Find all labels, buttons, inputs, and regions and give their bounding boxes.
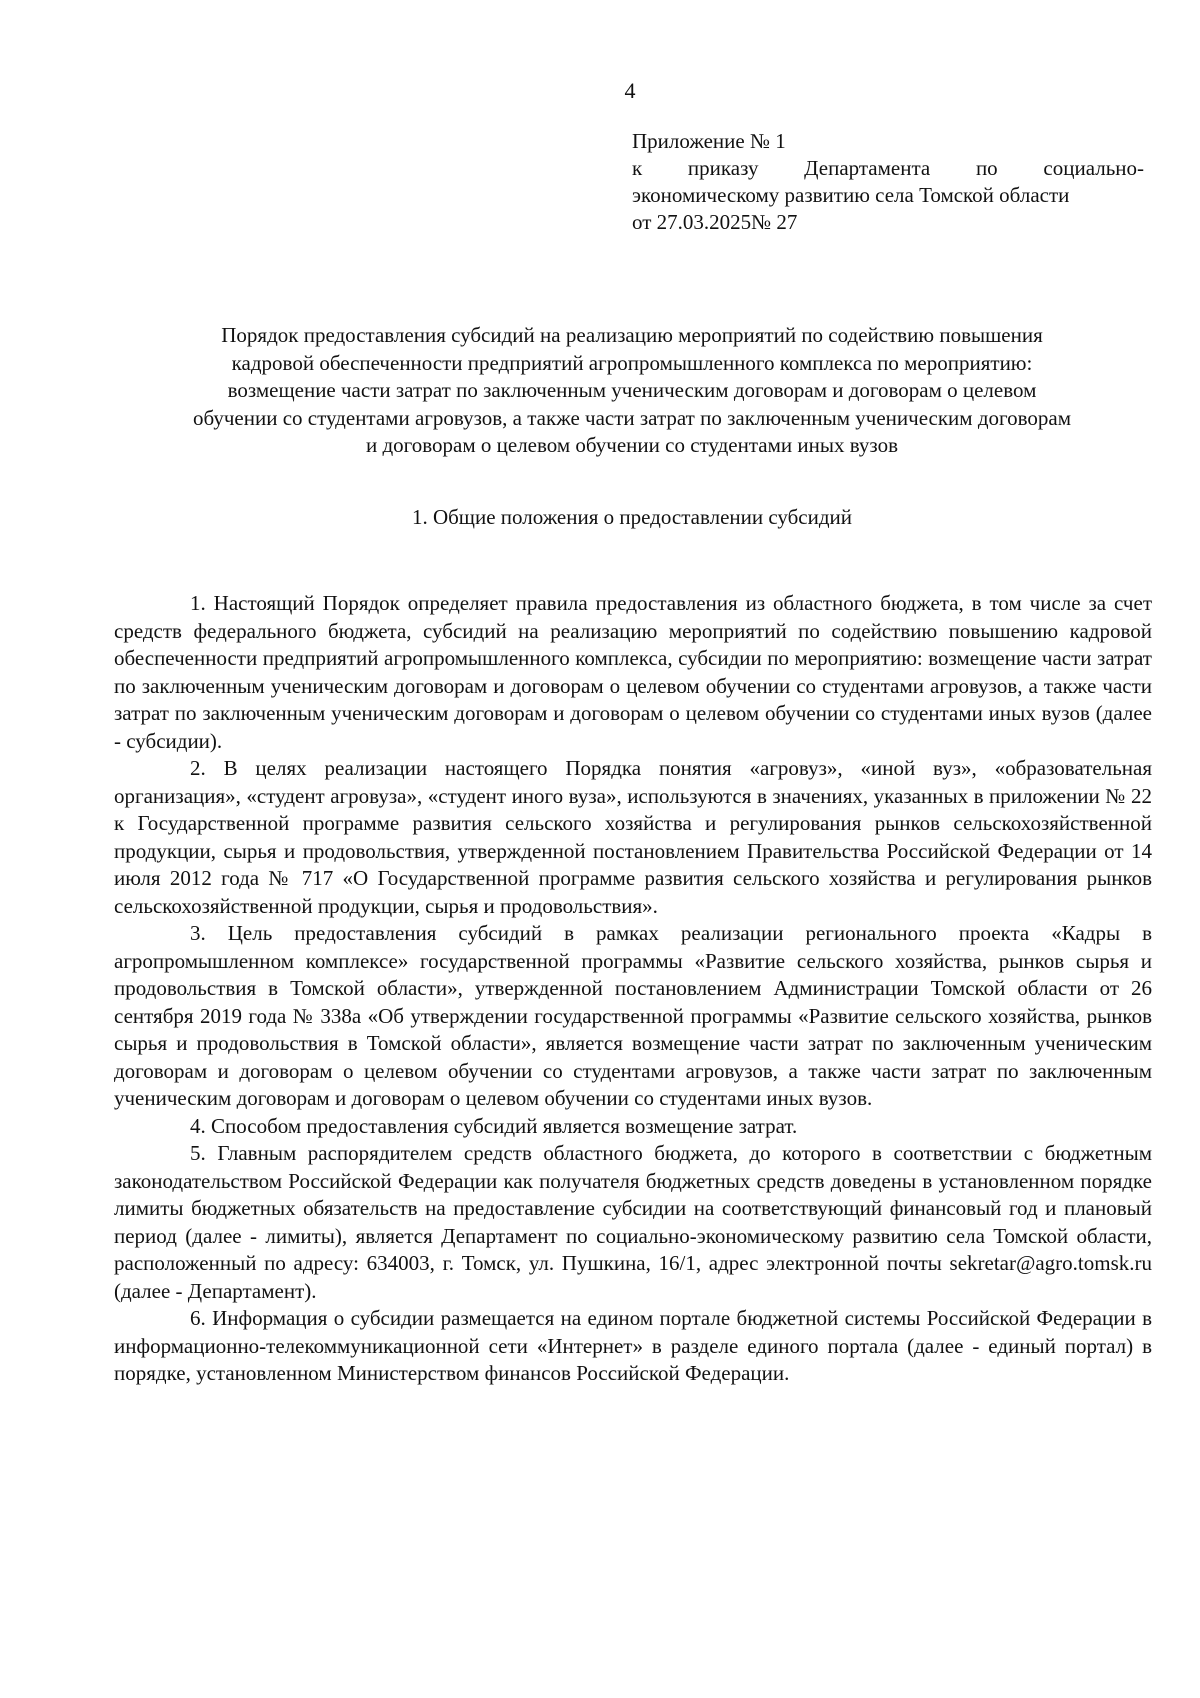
document-body	[114, 590, 1152, 1388]
paragraph-2: 2. В целях реализации настоящего Порядка понятия «агровуз», «иной вуз», «образовательная организация», «студент агровуза», «студент иного вуза», используются в значениях, указанных в приложении № 22 к Государственной программе развития сельского хозяйства и регулирования рынков сельскохозяйственной продукции, сырья и продовольствия, утвержденной постановлением Правительства Российской Федерации от 14 июля 2012 года № 717 «О Государственной программе развития сельского хозяйства и регулирования рынков сельскохозяйственной продукции, сырья и продовольствия».	[114, 756, 1152, 918]
document-title	[110, 322, 1154, 460]
title-line-1: Порядок предоставления субсидий на реализацию мероприятий по содействию повышения	[221, 323, 1043, 347]
paragraph-6: 6. Информация о субсидии размещается на едином портале бюджетной системы Российской Федерации в информационно-телекоммуникационной сети «Интернет» в разделе единого портала (далее - единый портал) в порядке, установленном Министерством финансов Российской Федерации.	[114, 1306, 1152, 1385]
appendix-department-line: экономическому развитию села Томской области	[632, 183, 1070, 207]
title-line-4: обучении со студентами агровузов, а также части затрат по заключенным ученическим договорам	[192, 405, 1071, 430]
paragraph-3: 3. Цель предоставления субсидий в рамках реализации регионального проекта «Кадры в агропромышленном комплексе» государственной программы «Развитие сельского хозяйства, рынков сырья и продовольствия в Томской области», утвержденной постановлением Администрации Томской области от 26 сентября 2019 года № 338а «Об утверждении государственной программы «Развитие сельского хозяйства, рынков сырья и продовольствия в Томской области», является возмещение части затрат по заключенным ученическим договорам и договорам о целевом обучении со студентами агровузов, а также части затрат по заключенным ученическим договорам и договорам о целевом обучении со студентами иных вузов.	[114, 921, 1152, 1110]
title-line-5: и договорам о целевом обучении со студентами иных вузов	[365, 433, 898, 457]
appendix-date-line: от 27.03.2025№ 27	[632, 210, 798, 234]
appendix-label: Приложение № 1	[632, 129, 786, 153]
appendix-order-line: к приказу Департамента по социально-	[632, 156, 1144, 180]
page-number: 4	[624, 78, 636, 103]
section-heading: 1. Общие положения о предоставлении субсидий	[411, 505, 853, 529]
paragraph-1: 1. Настоящий Порядок определяет правила предоставления из областного бюджета, в том числе за счет средств федерального бюджета, субсидий на реализацию мероприятий по содействию повышению кадровой обеспеченности предприятий агропромышленного комплекса, субсидии по мероприятию: возмещение части затрат по заключенным ученическим договорам и договорам о целевом обучении со студентами агровузов, а также части затрат по заключенным ученическим договорам и договорам о целевом обучении со студентами иных вузов (далее - субсидии).	[114, 591, 1152, 753]
appendix-header	[632, 128, 1144, 236]
paragraph-4: 4. Способом предоставления субсидий является возмещение затрат.	[190, 1113, 798, 1138]
title-line-3: возмещение части затрат по заключенным ученическим договорам и договорам о целевом	[227, 378, 1037, 402]
title-line-2: кадровой обеспеченности предприятий агропромышленного комплекса по мероприятию:	[231, 350, 1033, 375]
paragraph-5: 5. Главным распорядителем средств областного бюджета, до которого в соответствии с бюджетным законодательством Российской Федерации как получателя бюджетных средств доведены в установленном порядке лимиты бюджетных обязательств на предоставление субсидии на соответствующий финансовый год и плановый период (далее - лимиты), является Департамент по социально-экономическому развитию села Томской области, расположенный по адресу: 634003, г. Томск, ул. Пушкина, 16/1, адрес электронной почты sekretar@agro.tomsk.ru (далее - Департамент).	[114, 1141, 1152, 1303]
